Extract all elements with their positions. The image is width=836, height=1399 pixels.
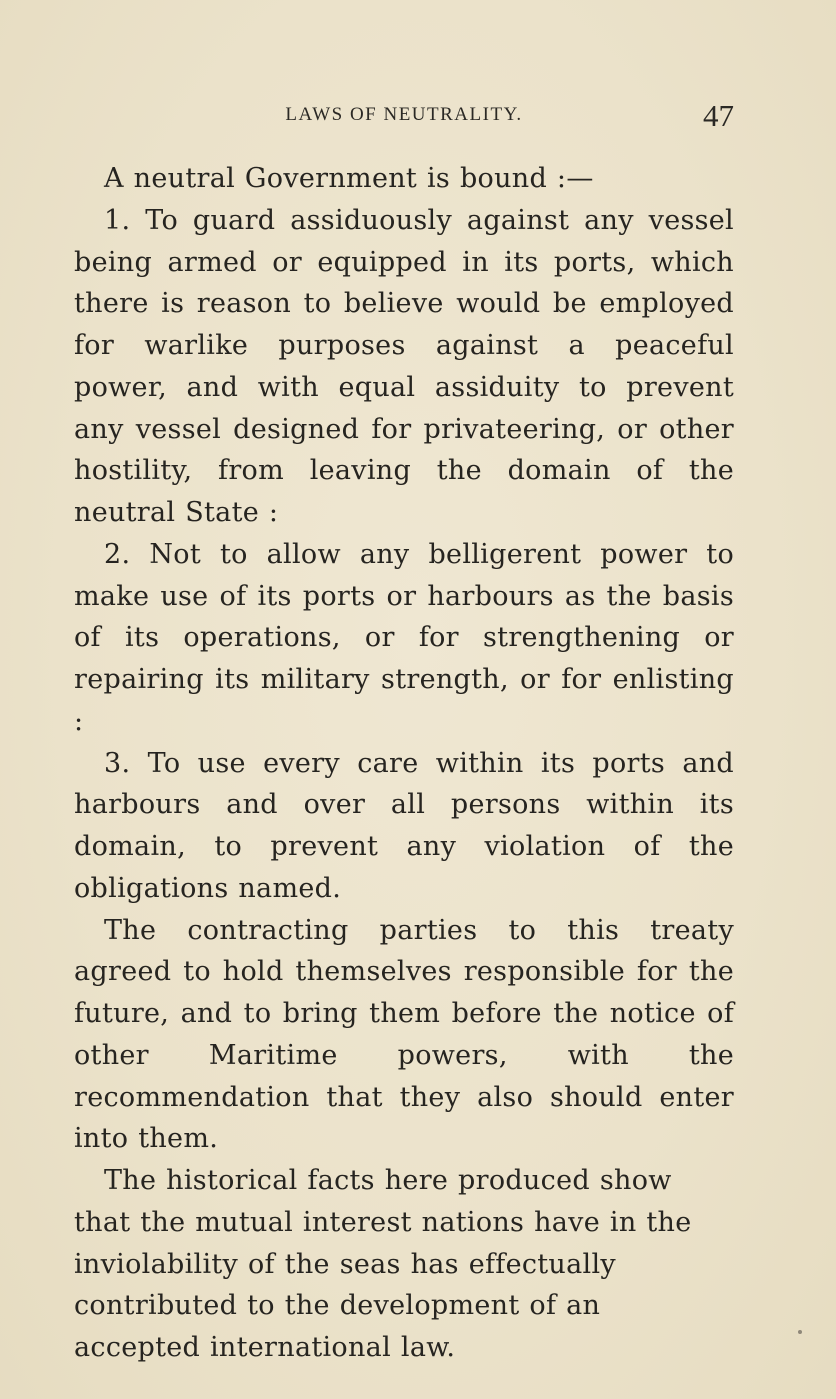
paragraph-item-3: 3. To use every care within its ports and harbours and over all persons within its domain, to prevent any violation of the obligations named. [74,747,734,904]
running-title: LAWS OF NEUTRALITY. [285,104,523,125]
paragraph-conclusion: The historical facts here produced show that the mutual interest nations have in the inviolability of the seas has effectually contributed to the development of an accepted international law. [74,1165,692,1363]
paragraph-item-2: 2. Not to allow any belligerent power to make use of its ports or harbours as the basis of its operations, or for strengthening or repairing its military strength, or for enlisting : [74,538,734,737]
body-text [74,158,734,1369]
paragraph-item-1: 1. To guard assiduously against any vessel being armed or equipped in its ports, which there is reason to believe would be employed for warlike purposes against a peaceful power, and with equal assiduity to prevent any vessel designed for privateering, or other hostility, from leaving the domain of the neutral State : [74,204,734,528]
paragraph-treaty: The contracting parties to this treaty agreed to hold themselves responsible for the future, and to bring them before the notice of other Maritime powers, with the recommendation that they also should enter into them. [74,914,734,1155]
page-number: 47 [703,98,734,133]
paper-speck [798,1330,802,1334]
running-head [74,98,734,138]
paragraph-intro: A neutral Government is bound :— [104,163,594,194]
